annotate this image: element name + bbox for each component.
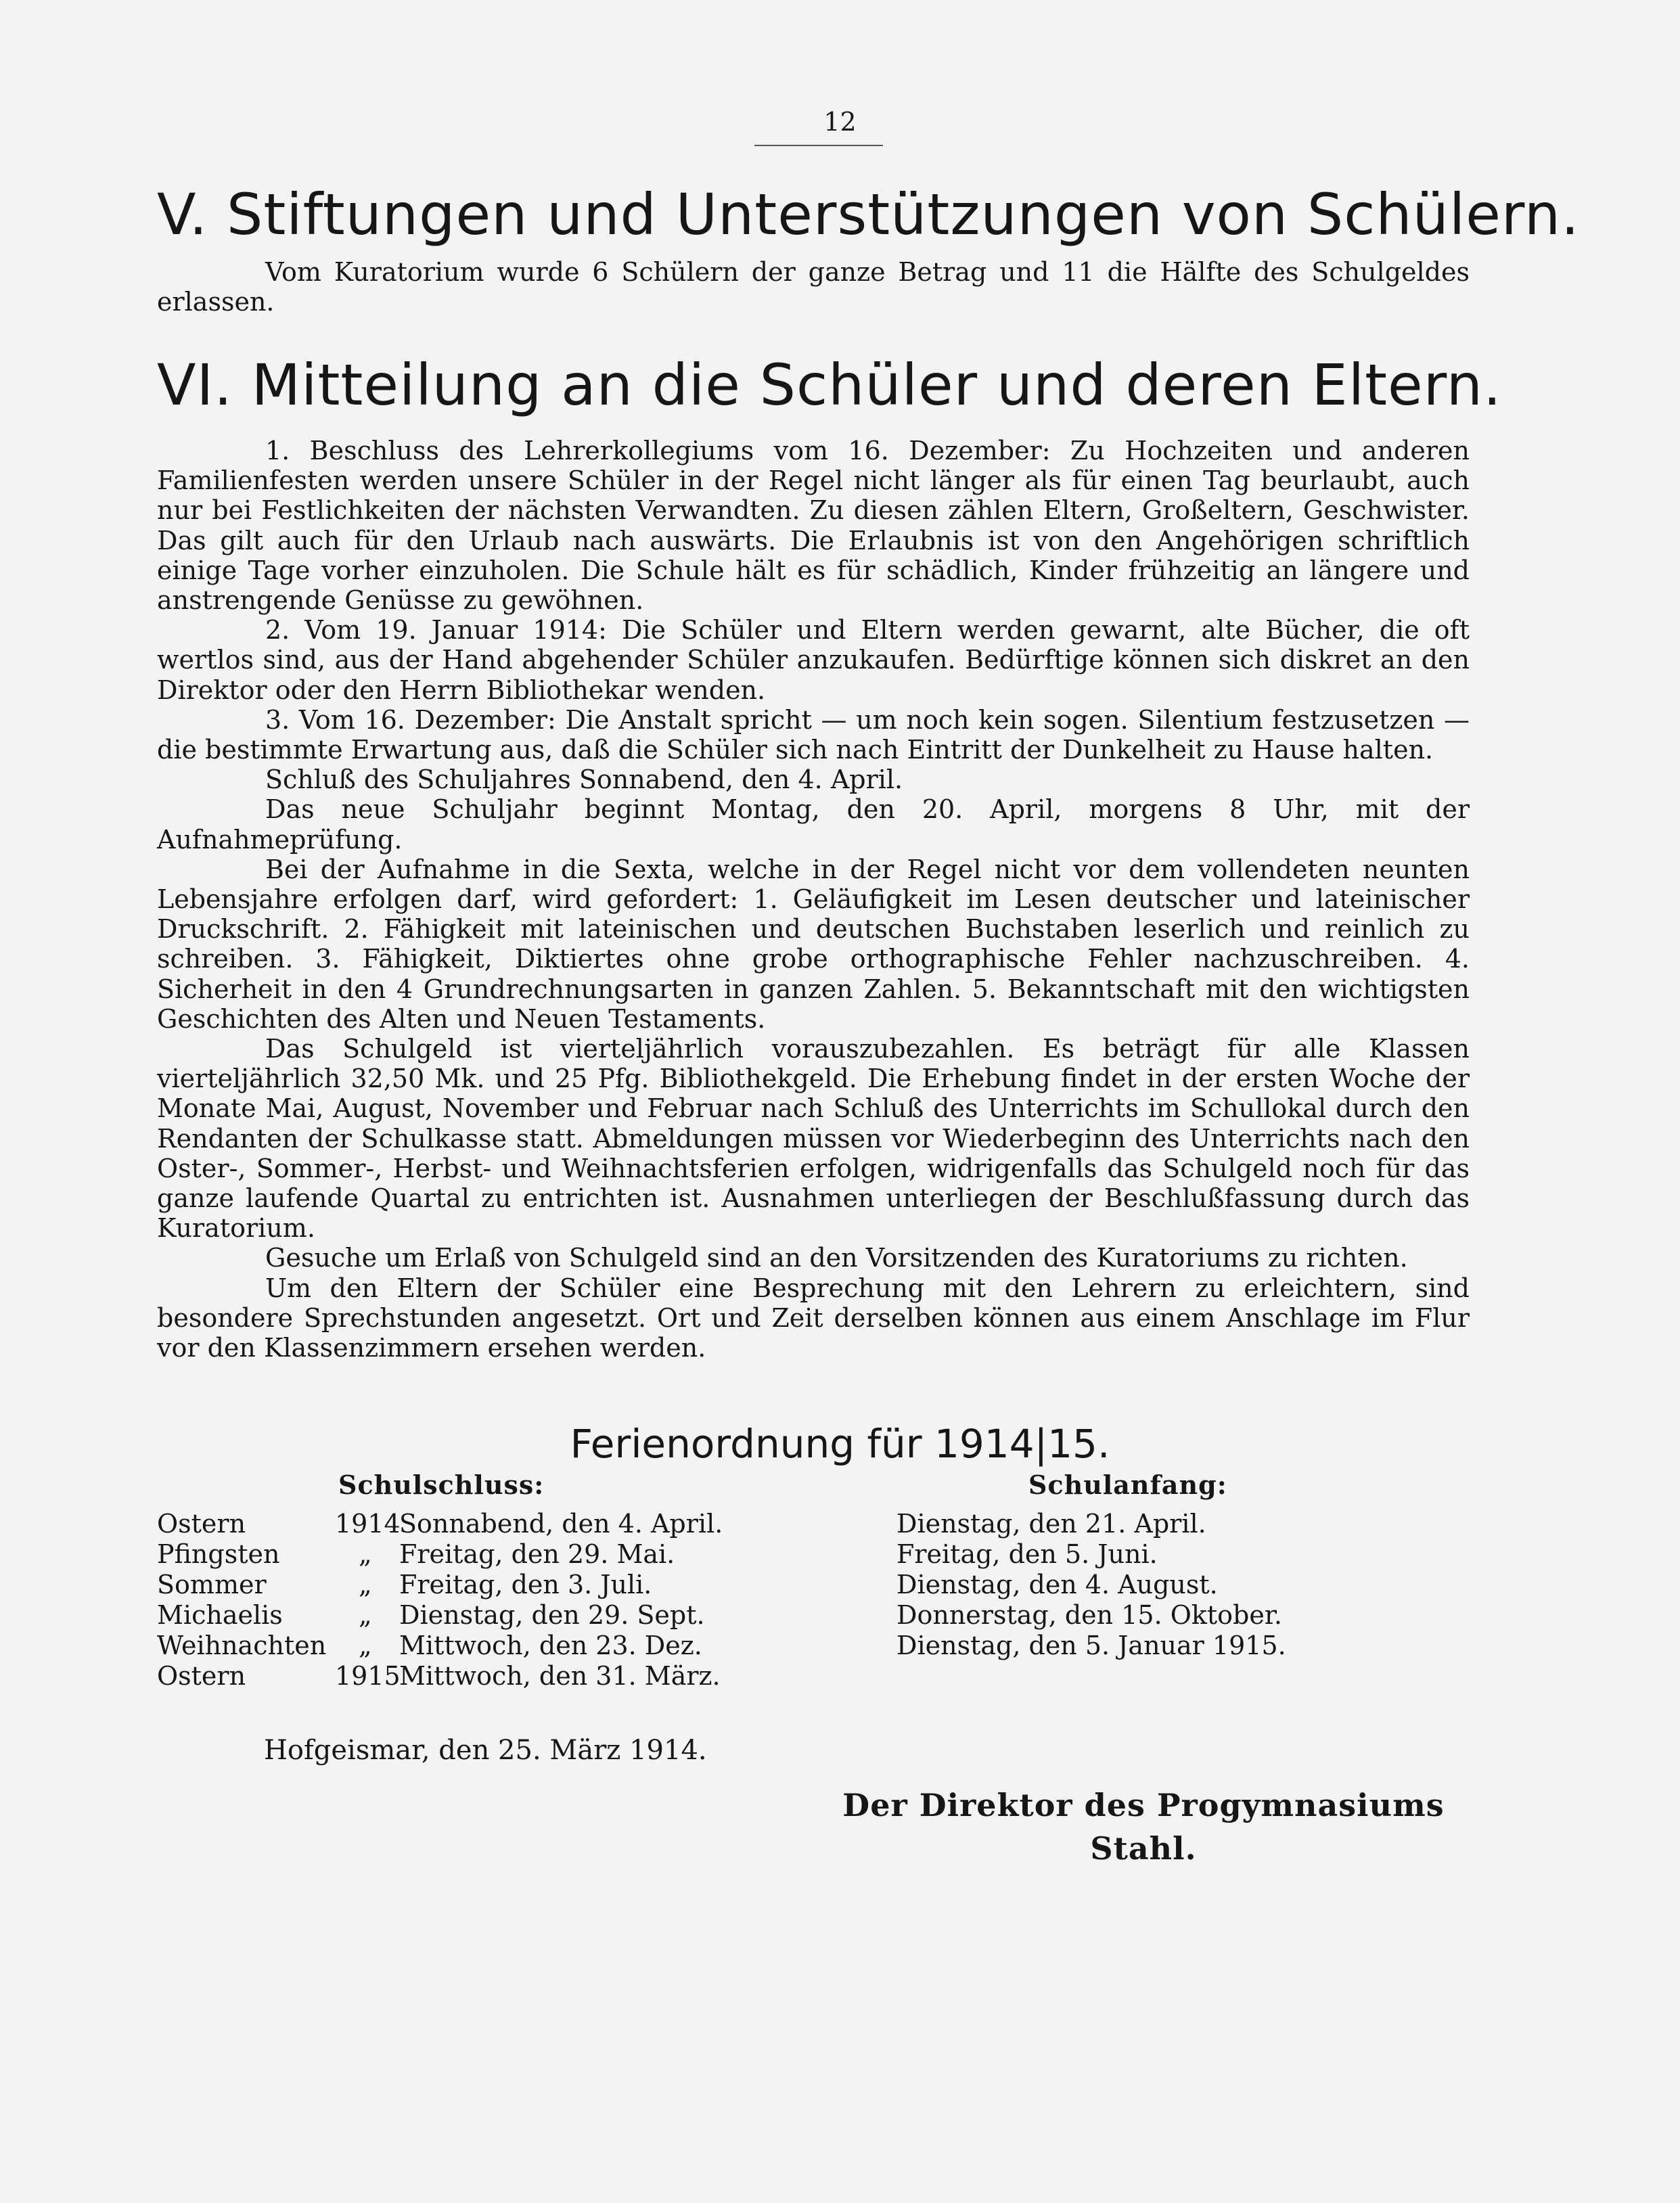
- holiday-name: Weihnachten: [157, 1631, 327, 1660]
- paragraph-4: Schluß des Schuljahres Sonnabend, den 4. April.: [265, 765, 903, 795]
- paragraph-5: Das neue Schuljahr beginnt Montag, den 20. April, morgens 8 Uhr, mit der Aufnahmeprüfung.: [157, 794, 1470, 855]
- section5-paragraph: Vom Kuratorium wurde 6 Schülern der ganze Betrag und 11 die Hälfte des Schulgeldes erlassen.: [157, 257, 1470, 317]
- section5-heading: V. Stiftungen und Unterstützungen von Schülern.: [157, 181, 1580, 248]
- holiday-year: „: [359, 1631, 372, 1660]
- schulschluss-header: Schulschluss:: [338, 1470, 545, 1500]
- holiday-year: „: [359, 1539, 372, 1569]
- holiday-year: „: [359, 1600, 372, 1630]
- holiday-schluss: Dienstag, den 29. Sept.: [399, 1600, 705, 1630]
- holiday-name: Michaelis: [157, 1600, 283, 1630]
- holiday-schluss: Freitag, den 3. Juli.: [399, 1570, 652, 1599]
- paragraph-9: Um den Eltern der Schüler eine Besprechung mit den Lehrern zu erleichtern, sind besondere Sprechstunden angesetzt. Ort und Zeit derselben können aus einem Anschlage im Flur vor den Klassenzimmern ersehen werden.: [157, 1273, 1470, 1363]
- holiday-year: „: [359, 1570, 372, 1599]
- holiday-schluss: Sonnabend, den 4. April.: [399, 1509, 723, 1539]
- holiday-year: 1914: [335, 1509, 401, 1539]
- section6-text: [157, 436, 1470, 1363]
- schulanfang-header: Schulanfang:: [1028, 1470, 1227, 1500]
- signature-block: [812, 1784, 1475, 1870]
- place-date: Hofgeismar, den 25. März 1914.: [264, 1735, 707, 1766]
- page-number: 12: [823, 107, 857, 137]
- signature-title: Der Direktor des Progymnasiums: [842, 1787, 1445, 1823]
- holiday-name: Pfingsten: [157, 1539, 280, 1569]
- paragraph-6: Bei der Aufnahme in die Sexta, welche in der Regel nicht vor dem vollendeten neunten Lebensjahre erfolgen darf, wird gefordert: 1. Geläufigkeit im Lesen deutscher und lateinischer Druckschrift. 2. Fähigkeit mit lateinischen und deutschen Buchstaben leserlich und reinlich zu schreiben. 3. Fähigkeit, Diktiertes ohne grobe orthographische Fehler nachzuschreiben. 4. Sicherheit in den 4 Grundrechnungsarten in ganzen Zahlen. 5. Bekanntschaft mit den wichtigsten Geschichten des Alten und Neuen Testaments.: [157, 854, 1470, 1034]
- paragraph-1: 1. Beschluss des Lehrerkollegiums vom 16. Dezember: Zu Hochzeiten und anderen Familienfesten werden unsere Schüler in der Regel nicht länger als für einen Tag beurlaubt, auch nur bei Festlichkeiten der nächsten Verwandten. Zu diesen zählen Eltern, Großeltern, Geschwister. Das gilt auch für den Urlaub nach auswärts. Die Erlaubnis ist von den Angehörigen schriftlich einige Tage vorher einzuholen. Die Schule hält es für schädlich, Kinder frühzeitig an längere und anstrengende Genüsse zu gewöhnen.: [157, 436, 1470, 616]
- holiday-schluss: Mittwoch, den 23. Dez.: [399, 1631, 702, 1660]
- holiday-name: Ostern: [157, 1509, 246, 1539]
- paragraph-2: 2. Vom 19. Januar 1914: Die Schüler und Eltern werden gewarnt, alte Bücher, die oft wertlos sind, aus der Hand abgehender Schüler anzukaufen. Bedürftige können sich diskret an den Direktor oder den Herrn Bibliothekar wenden.: [157, 615, 1470, 705]
- holiday-name: Sommer: [157, 1570, 267, 1599]
- holiday-anfang: Dienstag, den 21. April.: [896, 1509, 1206, 1539]
- holiday-anfang: Donnerstag, den 15. Oktober.: [896, 1600, 1282, 1630]
- section6-heading: VI. Mitteilung an die Schüler und deren Eltern.: [157, 352, 1502, 418]
- page-number-rule: [754, 145, 883, 146]
- holiday-schluss: Mittwoch, den 31. März.: [399, 1661, 721, 1691]
- holiday-anfang: Dienstag, den 5. Januar 1915.: [896, 1631, 1286, 1660]
- holiday-anfang: Freitag, den 5. Juni.: [896, 1539, 1158, 1569]
- holiday-name: Ostern: [157, 1661, 246, 1691]
- section5-text: [157, 257, 1470, 317]
- ferienordnung-title: Ferienordnung für 1914|15.: [570, 1421, 1110, 1467]
- holiday-anfang: Dienstag, den 4. August.: [896, 1570, 1218, 1599]
- paragraph-7: Das Schulgeld ist vierteljährlich vorauszubezahlen. Es beträgt für alle Klassen vierteljährlich 32,50 Mk. und 25 Pfg. Bibliothekgeld. Die Erhebung findet in der ersten Woche der Monate Mai, August, November und Februar nach Schluß des Unterrichts im Schullokal durch den Rendanten der Schulkasse statt. Abmeldungen müssen vor Wiederbeginn des Unterrichts nach den Oster-, Sommer-, Herbst- und Weihnachtsferien erfolgen, widrigenfalls das Schulgeld noch für das ganze laufende Quartal zu entrichten ist. Ausnahmen unterliegen der Beschlußfassung durch das Kuratorium.: [157, 1034, 1470, 1244]
- paragraph-3: 3. Vom 16. Dezember: Die Anstalt spricht — um noch kein sogen. Silentium festzusetzen — die bestimmte Erwartung aus, daß die Schüler sich nach Eintritt der Dunkelheit zu Hause halten.: [157, 704, 1470, 765]
- holiday-schluss: Freitag, den 29. Mai.: [399, 1539, 675, 1569]
- paragraph-8: Gesuche um Erlaß von Schulgeld sind an den Vorsitzenden des Kuratoriums zu richten.: [265, 1243, 1408, 1273]
- signature-name: Stahl.: [1090, 1830, 1197, 1867]
- holiday-year: 1915: [335, 1661, 401, 1691]
